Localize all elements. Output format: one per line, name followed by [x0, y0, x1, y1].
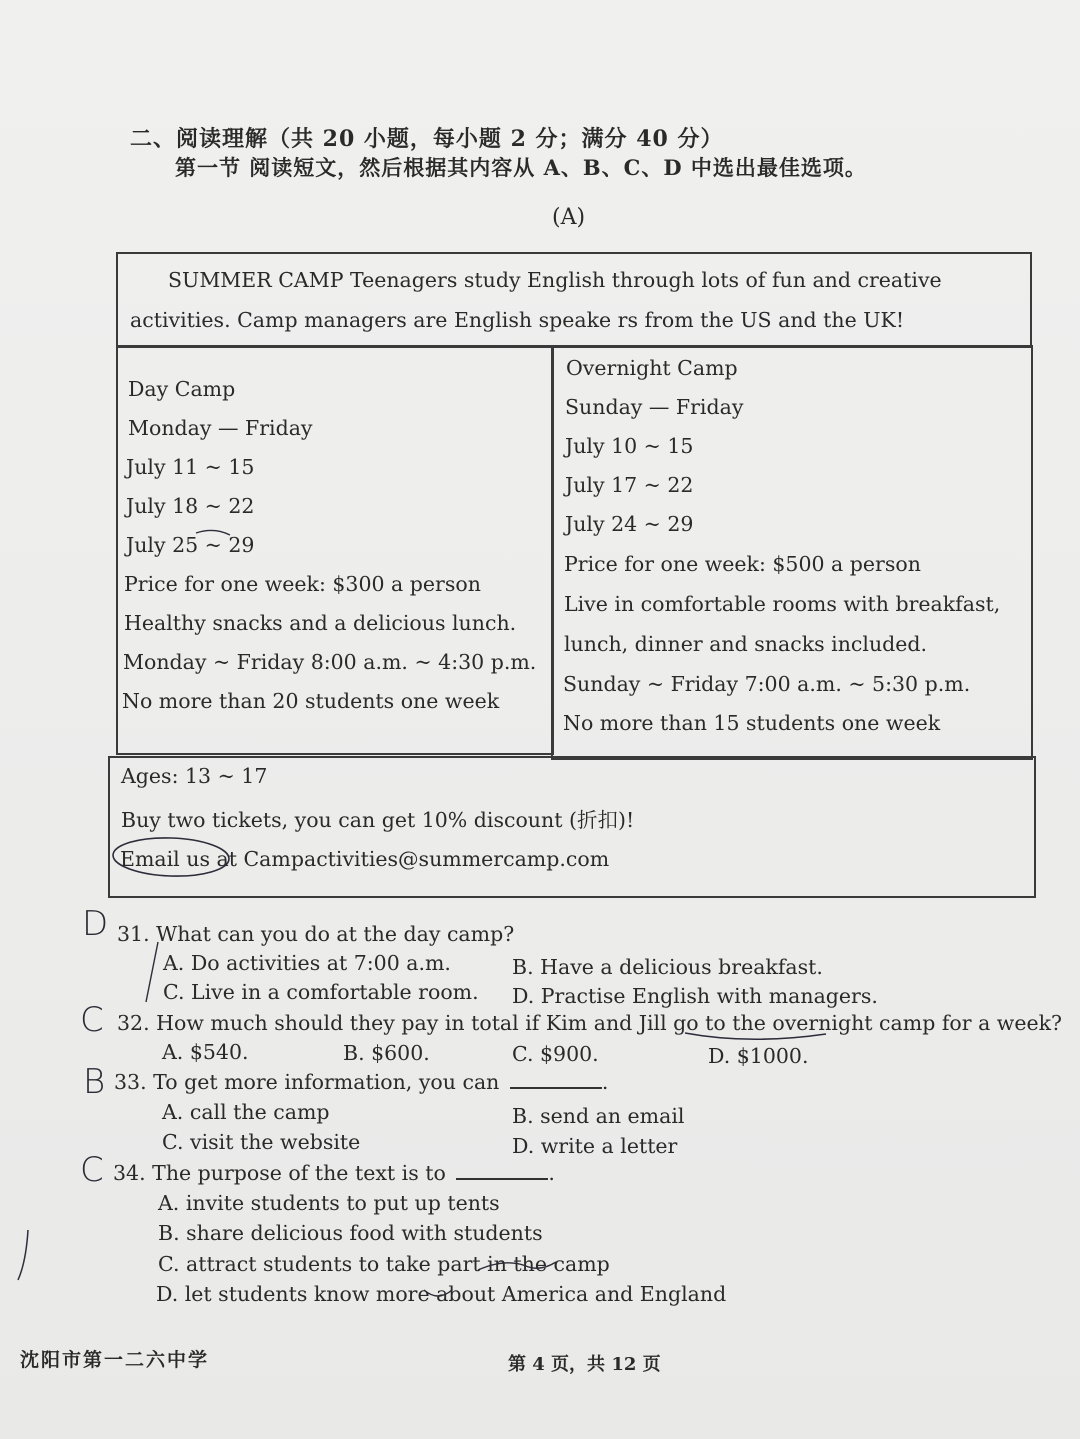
email-circle-mark: [112, 836, 229, 878]
answer-blank-34: [456, 1178, 548, 1180]
overnight-camp-date-2: July 17 ~ 22: [565, 473, 694, 497]
question-33-number: 33.: [114, 1070, 147, 1094]
question-32-stem: How much should they pay in total if Kim and Jill go to the overnight camp for a week?: [156, 1011, 1063, 1035]
day-camp-hours: Monday ~ Friday 8:00 a.m. ~ 4:30 p.m.: [123, 650, 537, 674]
handwritten-answer-33: B: [83, 1062, 106, 1102]
overnight-camp-days: Sunday — Friday: [565, 395, 744, 419]
q33-option-c: C. visit the website: [162, 1130, 361, 1154]
q34-option-c: C. attract students to take part in the camp: [158, 1252, 610, 1276]
overnight-camp-hours: Sunday ~ Friday 7:00 a.m. ~ 5:30 p.m.: [563, 672, 971, 696]
day-camp-date-3: July 25 ~ 29: [126, 533, 255, 557]
q33-option-d: D. write a letter: [512, 1134, 678, 1158]
day-camp-limit: No more than 20 students one week: [122, 689, 500, 713]
day-camp-days: Monday — Friday: [128, 416, 313, 440]
q32-option-d: D. $1000.: [708, 1044, 809, 1068]
handwritten-answer-32: C: [80, 1000, 104, 1040]
overnight-camp-price: Price for one week: $500 a person: [564, 552, 921, 576]
day-camp-food: Healthy snacks and a delicious lunch.: [124, 611, 517, 635]
question-32: [117, 1011, 1062, 1035]
day-camp-date-2: July 18 ~ 22: [126, 494, 255, 518]
tick-mark: [18, 1230, 28, 1280]
handwritten-answer-34: C: [80, 1150, 104, 1190]
q31-option-c: C. Live in a comfortable room.: [163, 980, 479, 1004]
q32-option-b: B. $600.: [343, 1041, 430, 1065]
question-34-stem: The purpose of the text is to: [152, 1161, 446, 1185]
day-camp-heading: Day Camp: [128, 377, 236, 401]
ages-text: Ages: 13 ~ 17: [121, 764, 268, 788]
email-prefix: Email us at: [120, 847, 237, 871]
q34-option-d: D. let students know more about America and England: [156, 1282, 727, 1306]
question-33: 33. To get more information, you can .: [114, 1070, 609, 1094]
day-camp-price: Price for one week: $300 a person: [124, 572, 481, 596]
q34-option-a: A. invite students to put up tents: [158, 1191, 500, 1215]
slash-mark-q31: [146, 942, 158, 1002]
overnight-camp-date-1: July 10 ~ 15: [565, 434, 694, 458]
q33-option-a: A. call the camp: [162, 1100, 330, 1124]
overnight-camp-rooms: Live in comfortable rooms with breakfast,: [564, 592, 1001, 616]
intro-text: SUMMER CAMP Teenagers study English through lots of fun and creative activities. Camp managers are English speake rs from the US and the UK!: [130, 268, 942, 332]
overnight-camp-limit: No more than 15 students one week: [563, 711, 941, 735]
q33-option-b: B. send an email: [512, 1104, 685, 1128]
school-name: 沈阳市第一二六中学: [20, 1349, 210, 1371]
passage-label: (A): [552, 205, 586, 230]
question-34-number: 34.: [113, 1161, 146, 1185]
question-32-number: 32.: [117, 1011, 150, 1035]
section-instruction: 第一节 阅读短文，然后根据其内容从 A、B、C、D 中选出最佳选项。: [175, 155, 867, 180]
scribble-july25: [196, 530, 230, 535]
question-31-stem: What can you do at the day camp?: [156, 922, 515, 946]
question-31-number: 31.: [117, 922, 150, 946]
q32-option-a: A. $540.: [162, 1040, 249, 1064]
section-title: 二、阅读理解（共 20 小题，每小题 2 分；满分 40 分）: [130, 126, 724, 152]
answer-blank-33: [510, 1087, 602, 1089]
overnight-camp-heading: Overnight Camp: [566, 356, 738, 380]
question-31: [117, 922, 514, 946]
day-camp-date-1: July 11 ~ 15: [126, 455, 255, 479]
email-address: Campactivities@summercamp.com: [243, 847, 610, 871]
overnight-camp-date-3: July 24 ~ 29: [565, 512, 694, 536]
discount-text: Buy two tickets, you can get 10% discount (折扣)!: [121, 808, 635, 832]
handwritten-answer-31: D: [82, 904, 109, 944]
q31-option-a: A. Do activities at 7:00 a.m.: [163, 951, 451, 975]
question-34: 34. The purpose of the text is to .: [113, 1161, 555, 1185]
q31-option-d: D. Practise English with managers.: [512, 984, 878, 1008]
overnight-camp-meals: lunch, dinner and snacks included.: [564, 632, 928, 656]
question-33-stem: To get more information, you can: [153, 1070, 500, 1094]
q32-option-c: C. $900.: [512, 1042, 599, 1066]
q34-option-b: B. share delicious food with students: [158, 1221, 543, 1245]
q31-option-b: B. Have a delicious breakfast.: [512, 955, 823, 979]
page-number: 第 4 页，共 12 页: [508, 1354, 661, 1375]
